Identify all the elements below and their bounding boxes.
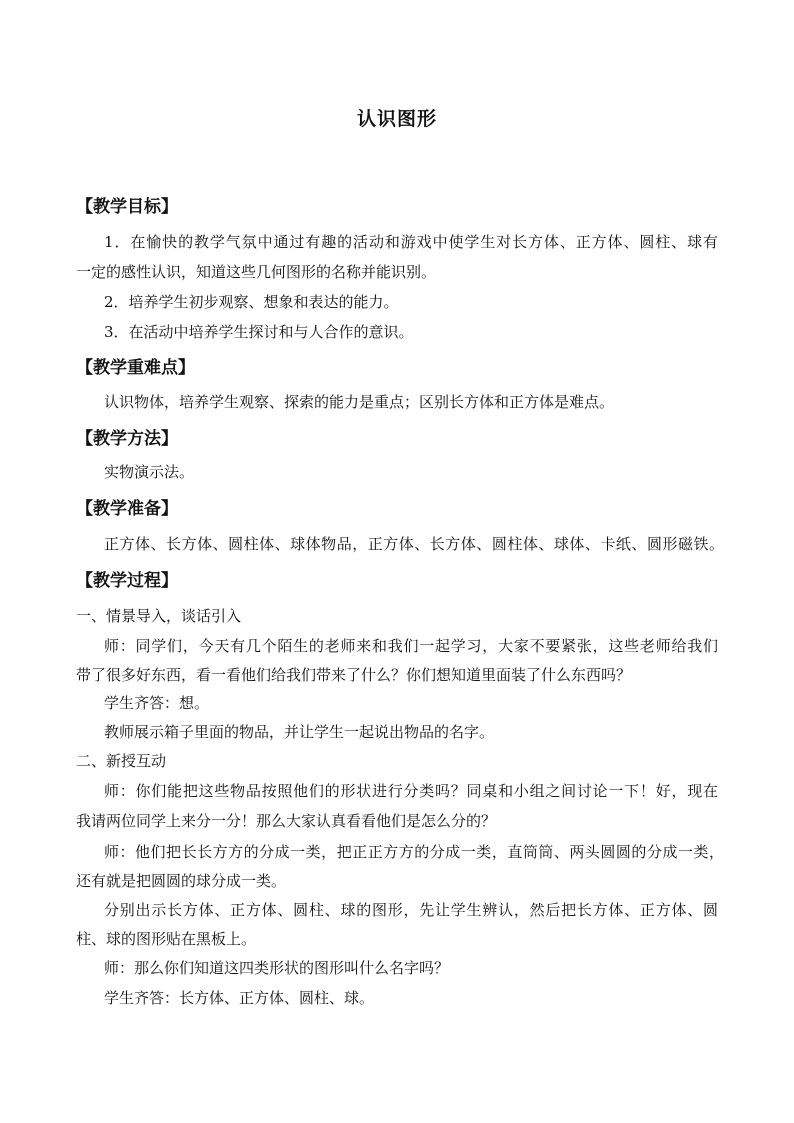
preparation-line-1: 正方体、长方体、圆柱体、球体物品，正方体、长方体、圆柱体、球体、卡纸、圆形磁铁。 bbox=[104, 535, 724, 553]
process-line-10: 还有就是把圆圆的球分成一类。 bbox=[76, 872, 287, 890]
process-line-12: 柱、球的图形贴在黑板上。 bbox=[76, 930, 257, 948]
process-line-4: 学生齐答：想。 bbox=[104, 694, 210, 712]
section-heading-goals: 【教学目标】 bbox=[76, 197, 178, 217]
process-line-14: 学生齐答：长方体、正方体、圆柱、球。 bbox=[104, 989, 375, 1007]
goals-line-3: 2．培养学生初步观察、想象和表达的能力。 bbox=[104, 293, 399, 311]
process-line-5: 教师展示箱子里面的物品，并让学生一起说出物品的名字。 bbox=[104, 723, 495, 741]
process-line-7: 师：你们能把这些物品按照他们的形状进行分类吗？同桌和小组之间讨论一下！好，现在 bbox=[104, 782, 718, 800]
method-line-1: 实物演示法。 bbox=[104, 463, 195, 481]
process-line-3: 带了很多好东西，看一看他们给我们带来了什么？你们想知道里面装了什么东西吗？ bbox=[76, 666, 632, 684]
process-line-11: 分别出示长方体、正方体、圆柱、球的图形，先让学生辨认，然后把长方体、正方体、圆 bbox=[104, 901, 718, 919]
section-heading-process: 【教学过程】 bbox=[76, 571, 178, 591]
goals-line-1: 1．在愉快的教学气氛中通过有趣的活动和游戏中使学生对长方体、正方体、圆柱、球有 bbox=[104, 233, 718, 251]
document-title: 认识图形 bbox=[356, 108, 437, 130]
goals-line-4: 3．在活动中培养学生探讨和与人合作的意识。 bbox=[104, 323, 414, 341]
process-line-9: 师：他们把长长方方的分成一类，把正正方方的分成一类，直筒筒、两头圆圆的分成一类， bbox=[104, 843, 724, 861]
process-line-13: 师：那么你们知道这四类形状的图形叫什么名字吗？ bbox=[104, 959, 450, 977]
section-heading-method: 【教学方法】 bbox=[76, 429, 178, 449]
section-heading-key-points: 【教学重难点】 bbox=[76, 358, 195, 378]
process-subheading-1: 一、情景导入，谈话引入 bbox=[76, 607, 242, 625]
key-points-line-1: 认识物体，培养学生观察、探索的能力是重点；区别长方体和正方体是难点。 bbox=[104, 393, 615, 411]
process-subheading-2: 二、新授互动 bbox=[76, 752, 167, 770]
process-line-2: 师：同学们，今天有几个陌生的老师来和我们一起学习，大家不要紧张，这些老师给我们 bbox=[104, 637, 718, 655]
section-heading-preparation: 【教学准备】 bbox=[76, 499, 178, 519]
goals-line-2: 一定的感性认识，知道这些几何图形的名称并能识别。 bbox=[76, 263, 437, 281]
process-line-8: 我请两位同学上来分一分！那么大家认真看看他们是怎么分的？ bbox=[76, 812, 497, 830]
